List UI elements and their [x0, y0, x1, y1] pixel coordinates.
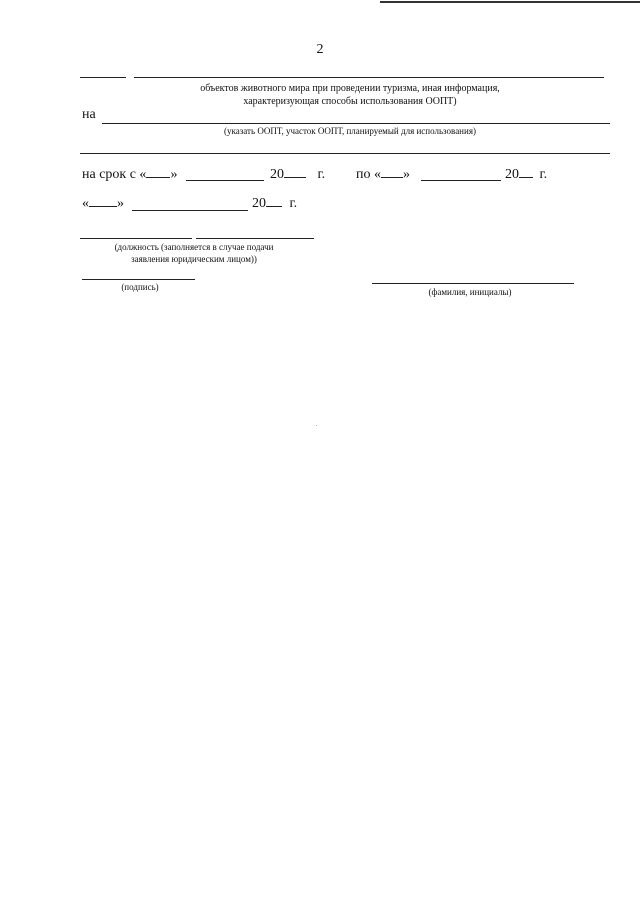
location-extra-line — [80, 153, 610, 154]
to-year — [505, 167, 547, 183]
position-line-a — [80, 238, 192, 239]
date-year — [252, 196, 297, 212]
to-mid: » — [403, 167, 410, 182]
date-mid: » — [117, 196, 124, 211]
position-caption-2: заявления юридическим лицом)) — [131, 254, 257, 264]
to-prefix: по « — [356, 167, 381, 182]
signature-caption: (подпись) — [121, 282, 159, 292]
scan-speck — [316, 425, 317, 426]
to-year-suffix: г. — [539, 167, 548, 182]
rule-top-short — [80, 77, 126, 78]
continuation-line-1: объектов животного мира при проведении туризма, иная информация, — [200, 83, 500, 94]
page-number: 2 — [316, 42, 324, 57]
position-caption-1: (должность (заполняется в случае подачи — [114, 242, 274, 252]
from-month-line — [186, 180, 264, 181]
date-year-suffix: г. — [289, 196, 298, 211]
name-caption: (фамилия, инициалы) — [428, 287, 512, 297]
date-open: « — [82, 196, 89, 211]
from-mid: » — [170, 167, 178, 182]
date-month-line — [132, 210, 248, 211]
rule-top-long — [134, 77, 604, 78]
signature-line — [82, 279, 195, 280]
period-from — [82, 167, 177, 183]
to-year-label: 20 — [505, 167, 519, 182]
from-year-suffix: г. — [317, 167, 326, 182]
period-to — [356, 167, 410, 183]
name-line — [372, 283, 574, 284]
location-prefix: на — [82, 107, 96, 122]
location-field-line — [102, 123, 610, 124]
continuation-line-2: характеризующая способы использования ООПТ) — [243, 96, 457, 107]
location-caption: (указать ООПТ, участок ООПТ, планируемый для использования) — [224, 126, 476, 136]
from-prefix: на срок с « — [82, 167, 147, 182]
date-year-label: 20 — [252, 196, 266, 211]
date-row — [82, 196, 124, 212]
to-month-line — [421, 180, 501, 181]
from-year — [270, 167, 325, 183]
from-year-label: 20 — [270, 167, 284, 182]
scan-edge-line — [380, 1, 640, 3]
position-line-b — [196, 238, 314, 239]
